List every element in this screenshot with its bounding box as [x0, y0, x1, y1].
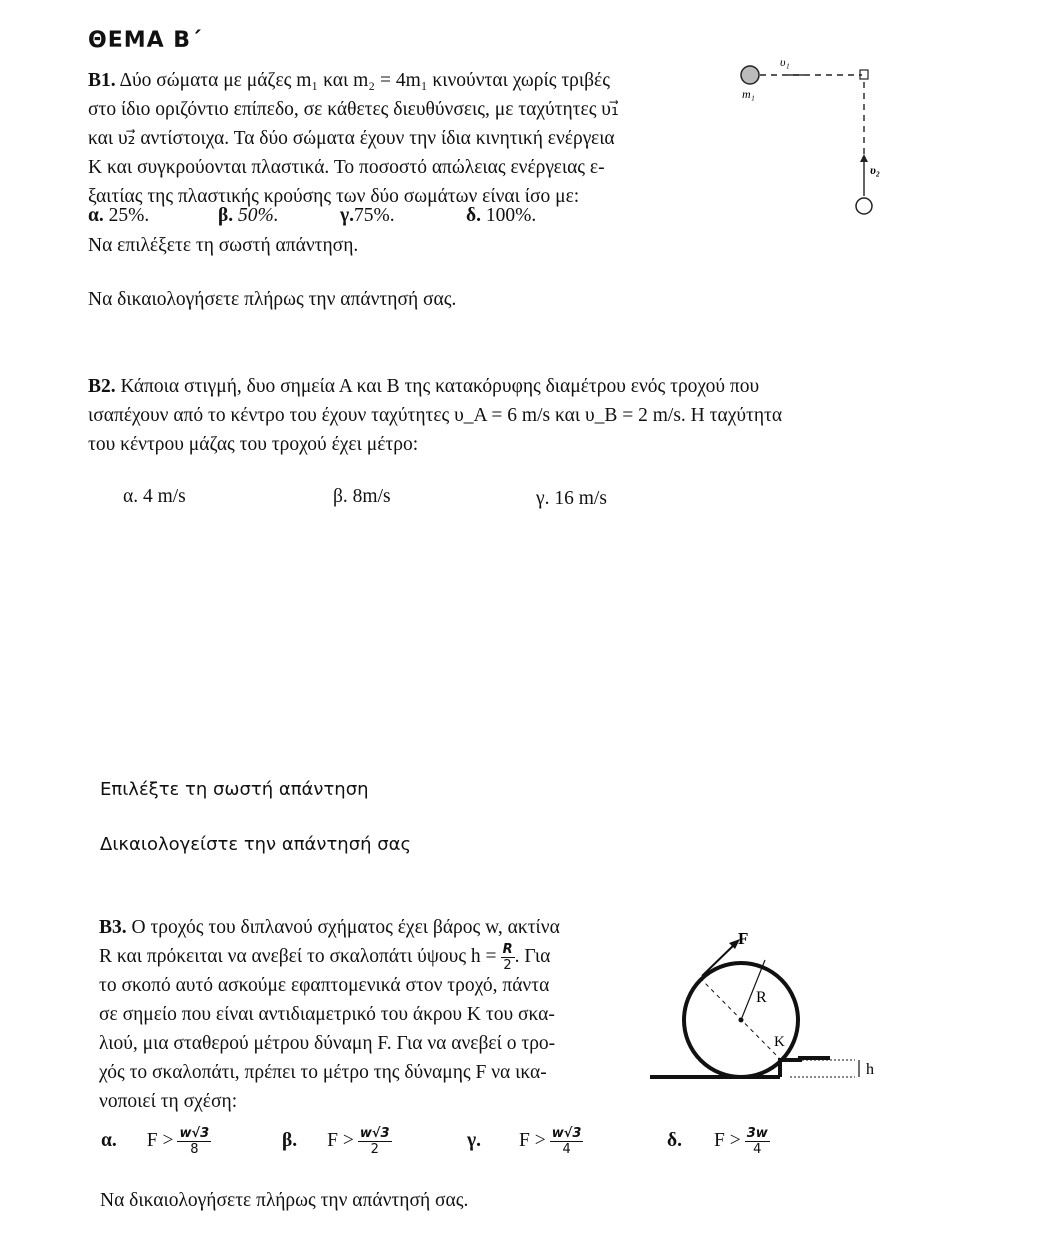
- b2-option-c: γ. 16 m/s: [536, 488, 607, 509]
- b1-option-d: δ. 100%.: [466, 205, 537, 226]
- b2-line-3: του κέντρου μάζας του τροχού έχει μέτρο:: [88, 434, 419, 455]
- b2-line-1: Κάποια στιγμή, δυο σημεία Α και Β της κατακόρυφης διαμέτρου ενός τροχού που: [120, 376, 760, 397]
- b3-option-b: β. F > $\frac{w√3}{2}$: [282, 1126, 390, 1157]
- b3-wheel-figure: [650, 920, 890, 1090]
- m1-label: m₁: [742, 87, 755, 101]
- b1-line-5: ξαιτίας της πλαστικής κρούσης των δύο σωμάτων είναι ίσο με:: [88, 186, 580, 207]
- b2-line-2: ισαπέχουν από το κέντρο του έχουν ταχύτητες υ_A = 6 m/s και υ_B = 2 m/s. Η ταχύτητα: [88, 405, 783, 426]
- b3-line-7: νοποιεί τη σχέση:: [99, 1091, 238, 1112]
- b3-line-6: χός το σκαλοπάτι, πρέπει το μέτρο της δύναμης F να ικα-: [99, 1062, 547, 1083]
- v1-label: υ₁: [780, 55, 790, 69]
- height-label: h: [866, 1061, 874, 1078]
- b1-option-b: β. 50%.: [218, 205, 279, 226]
- b3-line-2: R και πρόκειται να ανεβεί το σκαλοπάτι ύψους h = $\frac{R}{2}$ . Για: [99, 942, 551, 974]
- b3-option-c: γ. F > $\frac{w√3}{4}$: [467, 1126, 582, 1157]
- force-arrow: [702, 943, 736, 976]
- radius-label: R: [756, 989, 767, 1006]
- b2-choose-instruction: Επιλέξτε τη σωστή απάντηση: [100, 779, 369, 800]
- b1-option-a: α. 25%.: [88, 205, 150, 226]
- b2-justify-instruction: Δικαιολογείστε την απάντησή σας: [100, 834, 412, 855]
- mass-m2-ball: [856, 198, 872, 214]
- arrow-v2-head: [860, 154, 868, 162]
- b1-line-1: Δύο σώματα με μάζες m₁ και m₂ = 4m₁ κινούνται χωρίς τριβές: [119, 70, 610, 91]
- b1-line-3: και υ₂⃗ αντίστοιχα. Τα δύο σώματα έχουν την ίδια κινητική ενέργεια: [88, 128, 615, 149]
- b3-option-d: δ. F > $\frac{3w}{4}$: [667, 1126, 768, 1157]
- b1-line-2: στο ίδιο οριζόντιο επίπεδο, σε κάθετες διευθύνσεις, με ταχύτητες υ₁⃗: [88, 99, 619, 120]
- b3-line-1: Ο τροχός του διπλανού σχήματος έχει βάρος w, ακτίνα: [131, 917, 560, 938]
- b3-line-4: σε σημείο που είναι αντιδιαμετρικό του άκρου Κ του σκα-: [99, 1004, 555, 1025]
- b1-option-c: γ.75%.: [340, 205, 395, 226]
- step-edge: [780, 1058, 830, 1077]
- v2-label: υ₂: [870, 163, 881, 177]
- b3-label: Β3.: [99, 917, 127, 938]
- b2-option-a: α. 4 m/s: [123, 486, 186, 507]
- b3-option-a: α. F > $\frac{w√3}{8}$: [101, 1126, 210, 1157]
- b1-choose-instruction: Να επιλέξετε τη σωστή απάντηση.: [88, 235, 359, 256]
- b3-line-5: λιού, μια σταθερού μέτρου δύναμη F. Για να ανεβεί ο τρο-: [99, 1033, 556, 1054]
- force-label: F: [738, 929, 749, 948]
- b1-question: [88, 66, 619, 211]
- b3-question: [99, 913, 560, 1116]
- b3-line-3: το σκοπό αυτό ασκούμε εφαπτομενικά στον τροχό, πάντα: [99, 975, 550, 996]
- b1-line-4: Κ και συγκρούονται πλαστικά. Το ποσοστό απώλειας ενέργειας ε-: [88, 157, 605, 178]
- page-title: ΘΕΜΑ Β΄: [88, 28, 202, 53]
- b1-collision-figure: [730, 48, 890, 223]
- wheel-center: [739, 1018, 744, 1023]
- b1-label: Β1.: [88, 70, 116, 91]
- b2-label: Β2.: [88, 376, 116, 397]
- b2-question: [88, 372, 782, 459]
- b3-justify-instruction: Να δικαιολογήσετε πλήρως την απάντησή σας.: [100, 1190, 469, 1211]
- mass-m1-ball: [741, 66, 759, 84]
- b2-option-b: β. 8m/s: [333, 486, 391, 507]
- point-k-label: K: [774, 1034, 785, 1050]
- b1-justify-instruction: Να δικαιολογήσετε πλήρως την απάντησή σας.: [88, 289, 457, 310]
